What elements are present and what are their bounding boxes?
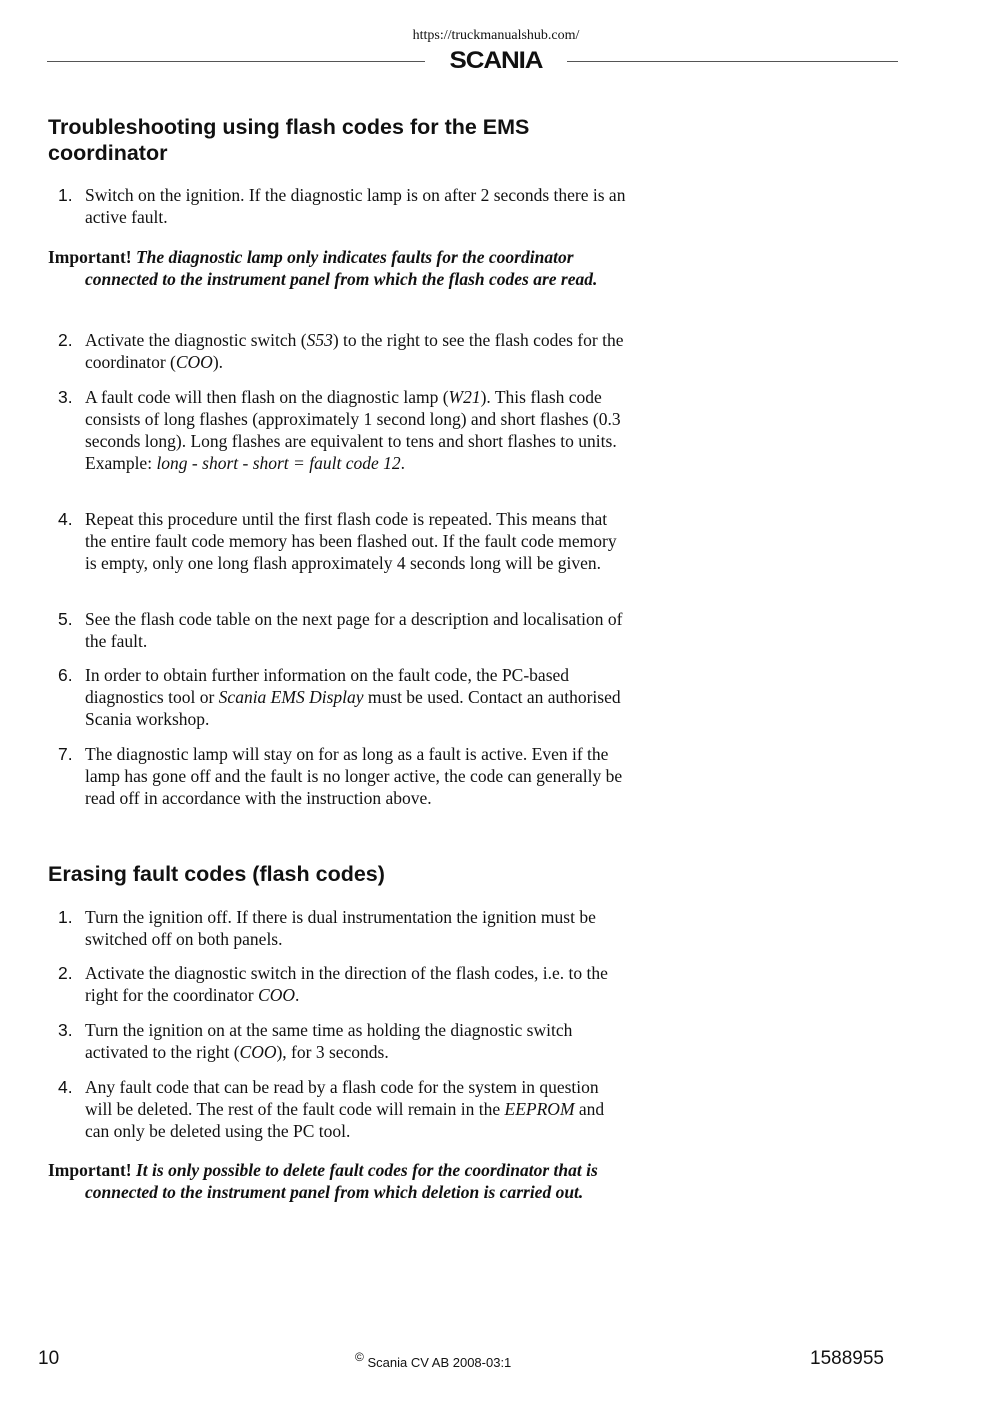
important-note bbox=[48, 246, 628, 290]
coordinator-code: COO bbox=[258, 985, 295, 1005]
source-url: https://truckmanualshub.com/ bbox=[412, 28, 580, 43]
step-text: Switch on the ignition. If the diagnostic lamp is on after 2 seconds there is an active fault. bbox=[85, 185, 626, 227]
step-number: 4. bbox=[58, 509, 73, 529]
important-label: Important! bbox=[48, 247, 132, 267]
step-text: Turn the ignition on at the same time as holding the diagnostic switch activated to the right ( bbox=[85, 1020, 573, 1062]
step-7 bbox=[48, 743, 628, 809]
step-text: must be used. Contact an authorised Scania workshop. bbox=[85, 687, 621, 729]
step-1 bbox=[48, 184, 628, 228]
step-5 bbox=[48, 608, 628, 652]
step-text: Activate the diagnostic switch ( bbox=[85, 330, 307, 350]
step-text: . bbox=[294, 985, 300, 1005]
important-note-2 bbox=[48, 1159, 628, 1203]
section-title: Erasing fault codes (flash codes) bbox=[48, 862, 385, 886]
step-number: 2. bbox=[58, 330, 73, 350]
step-number: 1. bbox=[58, 907, 73, 927]
copyright bbox=[355, 1350, 511, 1370]
step-number: 2. bbox=[58, 963, 73, 983]
section-erasing bbox=[48, 861, 628, 887]
step-text: Any fault code that can be read by a flash code for the system in question will be deleted. The rest of the fault code will remain in the bbox=[85, 1077, 599, 1119]
header-rule-right bbox=[567, 61, 898, 62]
example-text: long - short - short = fault code 12 bbox=[156, 453, 401, 473]
example-label: Example: bbox=[85, 453, 157, 473]
erase-step-1 bbox=[48, 906, 628, 950]
step-4 bbox=[48, 508, 628, 574]
important-text: The diagnostic lamp only indicates faults for the coordinator connected to the instrument panel from which the flash codes are read. bbox=[85, 247, 598, 289]
step-text: ) to the right to see the flash codes for the coordinator ( bbox=[85, 330, 624, 372]
scania-logo: SCANIA bbox=[449, 47, 543, 74]
step-text: and can only be deleted using the PC tool. bbox=[85, 1099, 605, 1141]
page-number: 10 bbox=[38, 1348, 60, 1369]
step-text: ). This flash code consists of long flashes (approximately 1 second long) and short flashes (0.3 seconds long). Long flashes are equivalent to tens and short flashes to units. bbox=[85, 387, 621, 451]
step-text: A fault code will then flash on the diagnostic lamp ( bbox=[85, 387, 449, 407]
important-text: It is only possible to delete fault codes for the coordinator that is connected to the instrument panel from which deletion is carried out. bbox=[85, 1160, 598, 1202]
step-6 bbox=[48, 664, 628, 730]
step-text: The diagnostic lamp will stay on for as long as a fault is active. Even if the lamp has gone off and the fault is no longer active, the code can generally be read off in accordance with the instruction above. bbox=[85, 744, 623, 808]
step-number: 3. bbox=[58, 387, 73, 407]
eeprom-text: EEPROM bbox=[504, 1099, 575, 1119]
coordinator-code: COO bbox=[239, 1042, 277, 1062]
erase-step-4 bbox=[48, 1076, 628, 1142]
step-text: Repeat this procedure until the first flash code is repeated. This means that the entire fault code memory has been flashed out. If the fault code memory is empty, only one long flash approximately 4 seconds long will be given. bbox=[85, 509, 617, 573]
copyright-text: Scania CV AB 2008-03:1 bbox=[367, 1355, 512, 1370]
step-number: 4. bbox=[58, 1077, 73, 1097]
section-troubleshooting bbox=[48, 114, 628, 166]
erase-step-2 bbox=[48, 962, 628, 1006]
coordinator-code: COO bbox=[175, 352, 213, 372]
step-number: 6. bbox=[58, 665, 73, 685]
step-text: Turn the ignition off. If there is dual instrumentation the ignition must be switched off on both panels. bbox=[85, 907, 596, 949]
step-number: 1. bbox=[58, 185, 73, 205]
step-number: 3. bbox=[58, 1020, 73, 1040]
step-text: ). bbox=[212, 352, 224, 372]
erase-step-3 bbox=[48, 1019, 628, 1063]
document-number: 1588955 bbox=[810, 1348, 884, 1369]
step-3 bbox=[48, 386, 628, 474]
step-number: 7. bbox=[58, 744, 73, 764]
important-label: Important! bbox=[48, 1160, 132, 1180]
step-number: 5. bbox=[58, 609, 73, 629]
step-text: Activate the diagnostic switch in the direction of the flash codes, i.e. to the right for the coordinator bbox=[85, 963, 608, 1005]
step-2 bbox=[48, 329, 628, 373]
section-title: Troubleshooting using flash codes for the EMS coordinator bbox=[48, 115, 530, 165]
step-text: ), for 3 seconds. bbox=[276, 1042, 389, 1062]
step-text: See the flash code table on the next page for a description and localisation of the fault. bbox=[85, 609, 623, 651]
tool-name: Scania EMS Display bbox=[218, 687, 364, 707]
lamp-code: W21 bbox=[448, 387, 481, 407]
copyright-symbol: © bbox=[355, 1350, 364, 1364]
step-text: In order to obtain further information on the fault code, the PC-based diagnostics tool or bbox=[85, 665, 570, 707]
step-text: . bbox=[400, 453, 405, 473]
switch-code: S53 bbox=[306, 330, 333, 350]
header-rule-left bbox=[47, 61, 425, 62]
